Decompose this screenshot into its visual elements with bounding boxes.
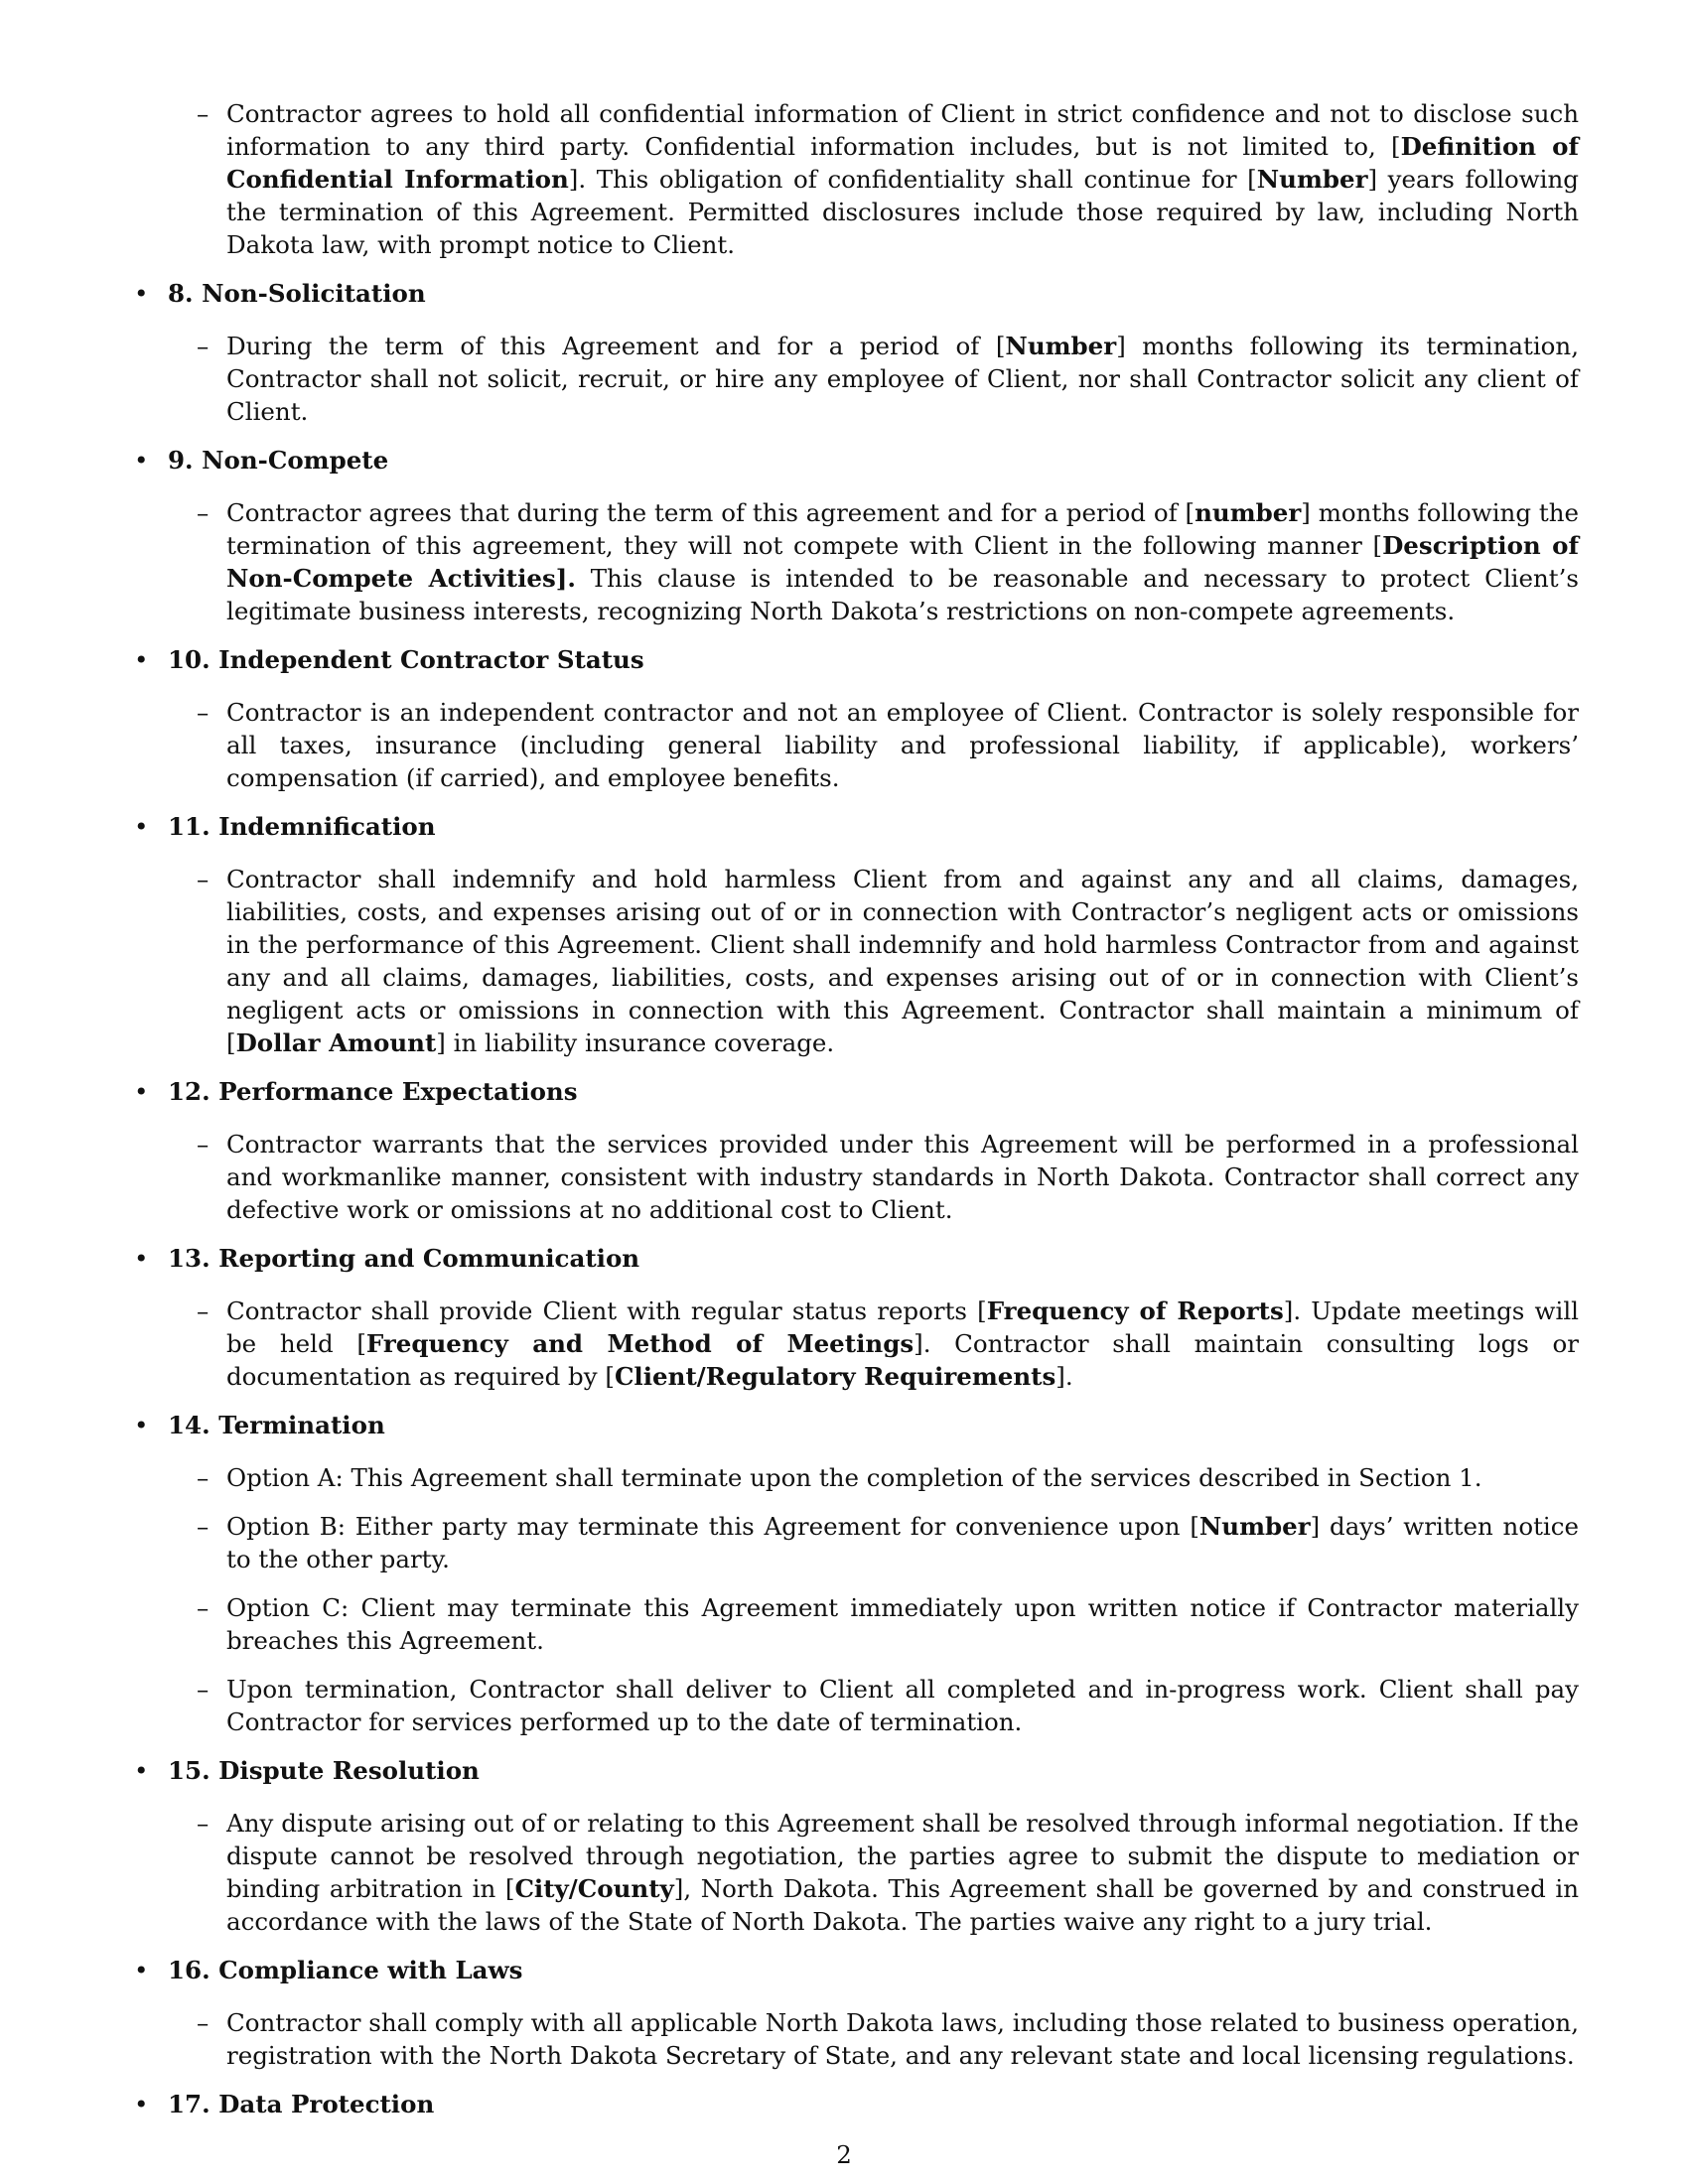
bullet-marker: • (134, 1411, 149, 1439)
bullet-marker: • (134, 1244, 149, 1273)
non-compete-clause (226, 496, 1579, 627)
bullet-marker: • (134, 279, 149, 308)
termination-option-b (226, 1510, 1579, 1575)
indemnification-clause (226, 863, 1579, 1059)
dash-marker (197, 1295, 209, 1327)
clause-text: Contractor is an independent contractor and not an employee of Client. Contractor is solely responsible for all taxes, insurance (including general liability and professional liability, if applicable), workers’ compensation (if carried), and employee benefits. (226, 698, 1579, 792)
reporting-clause (226, 1295, 1579, 1393)
bullet-marker: • (134, 2090, 149, 2118)
section-8-title: 8. Non-Solicitation (168, 279, 426, 308)
placeholder-field: Frequency of Reports (986, 1297, 1284, 1325)
clause-text: Contractor agrees to hold all confidential information of Client in strict confidence and not to disclose such information to any third party. Confidential information includes, but is not limited to, [ (226, 99, 1579, 161)
placeholder-field: Number (1198, 1512, 1311, 1541)
document-body (134, 97, 1579, 2140)
dash-marker (197, 496, 209, 529)
bullet-marker: • (134, 1956, 149, 1984)
bullet-marker: • (134, 1756, 149, 1785)
clause-text: ]. Update meetings will be held [ (226, 1297, 1579, 1358)
clause-text: ] days’ written notice to the other party. (226, 1512, 1579, 1573)
bullet-marker: • (134, 1077, 149, 1106)
placeholder-field: Frequency and Method of Meetings (365, 1329, 914, 1358)
non-solicitation-clause (226, 330, 1579, 428)
termination-option-a (226, 1461, 1579, 1494)
dash-marker (197, 2006, 209, 2039)
clause-text: Contractor agrees that during the term of this agreement and for a period of [ (226, 498, 1196, 527)
clause-text: ] months following its termination, Contractor shall not solicit, recruit, or hire any employee of Client, nor shall Contractor solicit any client of Client. (226, 332, 1579, 426)
bullet-marker: • (134, 446, 149, 475)
placeholder-field: Description of Non-Compete Activities]. (226, 531, 1579, 593)
section-13-title: 13. Reporting and Communication (168, 1244, 640, 1273)
clause-text: ]. Contractor shall maintain consulting logs or documentation as required by [ (226, 1329, 1579, 1391)
clause-text: Any dispute arising out of or relating to this Agreement shall be resolved through informal negotiation. If the dispute cannot be resolved through negotiation, the parties agree to submit the dispute to mediation or binding arbitration in [ (226, 1809, 1579, 1903)
dash-marker (197, 1591, 209, 1624)
section-8-heading (134, 277, 1579, 310)
clause-text: ] months following the termination of this agreement, they will not compete with Client in the following manner [ (226, 498, 1580, 560)
clause-text: This clause is intended to be reasonable and necessary to protect Client’s legitimate business interests, recognizing North Dakota’s restrictions on non-compete agreements. (226, 564, 1579, 625)
section-10-heading (134, 643, 1579, 676)
section-11-title: 11. Indemnification (168, 812, 436, 841)
clause-text: ]. (1055, 1362, 1073, 1391)
dash-marker (197, 1128, 209, 1160)
termination-delivery-clause (226, 1673, 1579, 1738)
placeholder-field: Dollar Amount (235, 1028, 437, 1057)
section-12-title: 12. Performance Expectations (168, 1077, 578, 1106)
section-14-title: 14. Termination (168, 1411, 385, 1439)
section-9-heading (134, 444, 1579, 477)
clause-text: Contractor warrants that the services provided under this Agreement will be performed in a professional and workmanlike manner, consistent with industry standards in North Dakota. Contractor shall correct any defective work or omissions at no additional cost to Client. (226, 1130, 1579, 1224)
dash-marker (197, 696, 209, 729)
bullet-marker: • (134, 645, 149, 674)
placeholder-field: Number (1005, 332, 1117, 360)
placeholder-field: Client/Regulatory Requirements (614, 1362, 1056, 1391)
compliance-clause (226, 2006, 1579, 2072)
placeholder-field: number (1195, 498, 1302, 527)
clause-text: Contractor shall indemnify and hold harmless Client from and against any and all claims, damages, liabilities, costs, and expenses arising out of or in connection with Contractor’s negligent acts or omissions in the performance of this Agreement. Client shall indemnify and hold harmless Contractor from and against any and all claims, damages, liabilities, costs, and expenses arising out of or in connection with Client’s negligent acts or omissions in connection with this Agreement. Contractor shall maintain a minimum of [ (226, 865, 1579, 1057)
performance-clause (226, 1128, 1579, 1226)
section-9-title: 9. Non-Compete (168, 446, 389, 475)
section-11-heading (134, 810, 1579, 843)
dash-marker (197, 1673, 209, 1706)
clause-text: ] in liability insurance coverage. (436, 1028, 835, 1057)
placeholder-field: Number (1256, 165, 1368, 194)
bullet-marker: • (134, 812, 149, 841)
placeholder-field: City/County (514, 1874, 674, 1903)
dash-marker (197, 1510, 209, 1543)
termination-option-c (226, 1591, 1579, 1657)
section-15-heading (134, 1754, 1579, 1787)
dash-marker (197, 863, 209, 895)
clause-text: Contractor shall comply with all applicable North Dakota laws, including those related to business operation, registration with the North Dakota Secretary of State, and any relevant state and local licensing regulations. (226, 2008, 1579, 2070)
clause-text: Upon termination, Contractor shall deliver to Client all completed and in-progress work. Client shall pay Contractor for services performed up to the date of termination. (226, 1675, 1579, 1736)
clause-text: Contractor shall provide Client with regular status reports [ (226, 1297, 987, 1325)
dash-marker (197, 97, 209, 130)
dash-marker (197, 1461, 209, 1494)
dash-marker (197, 330, 209, 362)
page-number: 2 (836, 2140, 852, 2169)
clause-text: ] years following the termination of this Agreement. Permitted disclosures include those required by law, including North Dakota law, with prompt notice to Client. (226, 165, 1579, 259)
section-10-title: 10. Independent Contractor Status (168, 645, 644, 674)
independent-contractor-clause (226, 696, 1579, 794)
dash-marker (197, 1807, 209, 1840)
clause-text: Option B: Either party may terminate this Agreement for convenience upon [ (226, 1512, 1199, 1541)
section-16-heading (134, 1954, 1579, 1986)
section-17-title: 17. Data Protection (168, 2090, 435, 2118)
confidentiality-clause (226, 97, 1579, 261)
section-13-heading (134, 1242, 1579, 1275)
section-14-heading (134, 1409, 1579, 1441)
section-17-heading (134, 2088, 1579, 2120)
clause-text: During the term of this Agreement and for a period of [ (226, 332, 1006, 360)
section-15-title: 15. Dispute Resolution (168, 1756, 480, 1785)
section-16-title: 16. Compliance with Laws (168, 1956, 523, 1984)
section-12-heading (134, 1075, 1579, 1108)
clause-text: ], North Dakota. This Agreement shall be governed by and construed in accordance with the laws of the State of North Dakota. The parties waive any right to a jury trial. (226, 1874, 1579, 1936)
clause-text: ]. This obligation of confidentiality shall continue for [ (568, 165, 1257, 194)
clause-text: Option C: Client may terminate this Agreement immediately upon written notice if Contractor materially breaches this Agreement. (226, 1593, 1579, 1655)
dispute-resolution-clause (226, 1807, 1579, 1938)
clause-text: Option A: This Agreement shall terminate upon the completion of the services described in Section 1. (226, 1463, 1482, 1492)
placeholder-field: Definition of Confidential Information (226, 132, 1579, 194)
